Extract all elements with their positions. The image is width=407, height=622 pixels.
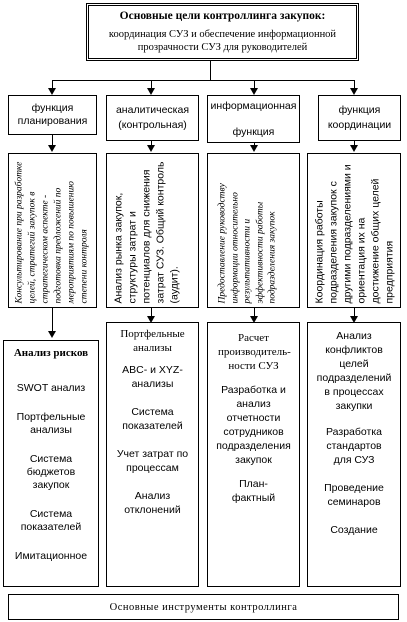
tools-risk-heading: Анализ рисков <box>13 347 89 359</box>
description-coordination-text: Координация работы подразделения закупок с другими подразделениями и ориентация их на достижение общих целей предприятия <box>313 163 396 303</box>
tools-risk-item-2: Портфельные анализы <box>16 411 86 436</box>
tools-coordination-item-1: Разработка стандартов для СУЗ <box>326 426 382 466</box>
arrow-f2 <box>147 145 155 152</box>
tools-analytic-item-3: Учет затрат по процессам <box>116 448 189 474</box>
arrow-2 <box>147 88 155 95</box>
tools-information-item-1: Разработка и анализ отчетности сотрудников подразделения закупок <box>216 384 291 466</box>
description-planning <box>8 153 97 308</box>
goals-box <box>86 3 359 61</box>
tools-coordination-item-2: Проведение семинаров <box>324 482 384 508</box>
description-information <box>207 153 300 308</box>
description-planning-text: Консультирование при разработке целей, стратегий закупок в стратегическом аспекте - подготовка предложений по мероприятиям по повышению степени контроля <box>14 161 89 303</box>
arrow-f3 <box>250 145 258 152</box>
tools-risk-item-1: SWOT анализ <box>16 382 86 394</box>
tools-risk-item-5: Имитационное <box>14 550 88 562</box>
arrow-d1 <box>48 331 56 338</box>
arrow-1 <box>48 88 56 95</box>
tools-analytic-item-1: ABC- и XYZ-анализы <box>122 364 183 390</box>
tools-risk <box>3 340 99 587</box>
tools-analytic-item-4: Анализ отклонений <box>124 490 181 516</box>
goals-title: Основные цели контроллинга закупок: <box>119 10 326 22</box>
function-information: информационная функция <box>207 95 300 143</box>
goals-line-2: прозрачности СУЗ для руководителей <box>137 42 308 53</box>
tools-information <box>207 322 300 587</box>
function-coordination: функция координации <box>318 95 401 141</box>
horizontal-bar <box>52 80 355 81</box>
function-planning: функция планирования <box>8 95 97 135</box>
tools-coordination <box>307 322 401 587</box>
tools-risk-item-3: Система бюджетов закупок <box>26 453 76 491</box>
tools-information-heading: Расчет производитель-ности СУЗ <box>218 332 291 372</box>
arrow-f1 <box>48 145 56 152</box>
goals-line-1: координация СУЗ и обеспечение информационной <box>108 29 337 40</box>
tools-risk-item-4: Система показателей <box>20 508 82 533</box>
tools-analytic-item-2: Система показателей <box>122 406 183 432</box>
tools-information-item-2: План-фактный <box>231 478 276 504</box>
tools-coordination-heading: Анализ конфликтов целей подразделений в процессах закупки <box>316 330 392 412</box>
description-analytic <box>106 153 199 308</box>
description-information-text: Предоставление руководству информации относительно результативности и эффективности работы подразделения закупок <box>217 182 277 303</box>
arrow-f4 <box>350 145 358 152</box>
tools-analytic-heading: Портфельные анализы <box>120 328 185 354</box>
tools-coordination-item-3: Создание <box>330 524 378 536</box>
link-d1 <box>52 308 53 333</box>
function-analytic: аналитическая (контрольная) <box>106 95 199 141</box>
description-analytic-text: Анализ рынка закупок, структуры затрат и потенциалов для снижения затрат СУЗ. Общий контроль (аудит). <box>112 161 180 303</box>
arrow-3 <box>250 88 258 95</box>
tools-analytic <box>106 322 199 587</box>
description-coordination <box>307 153 401 308</box>
arrow-4 <box>350 88 358 95</box>
bottom-tools-box <box>8 594 399 620</box>
bottom-tools-label: Основные инструменты контроллинга <box>109 601 298 613</box>
connector-top <box>210 61 211 81</box>
